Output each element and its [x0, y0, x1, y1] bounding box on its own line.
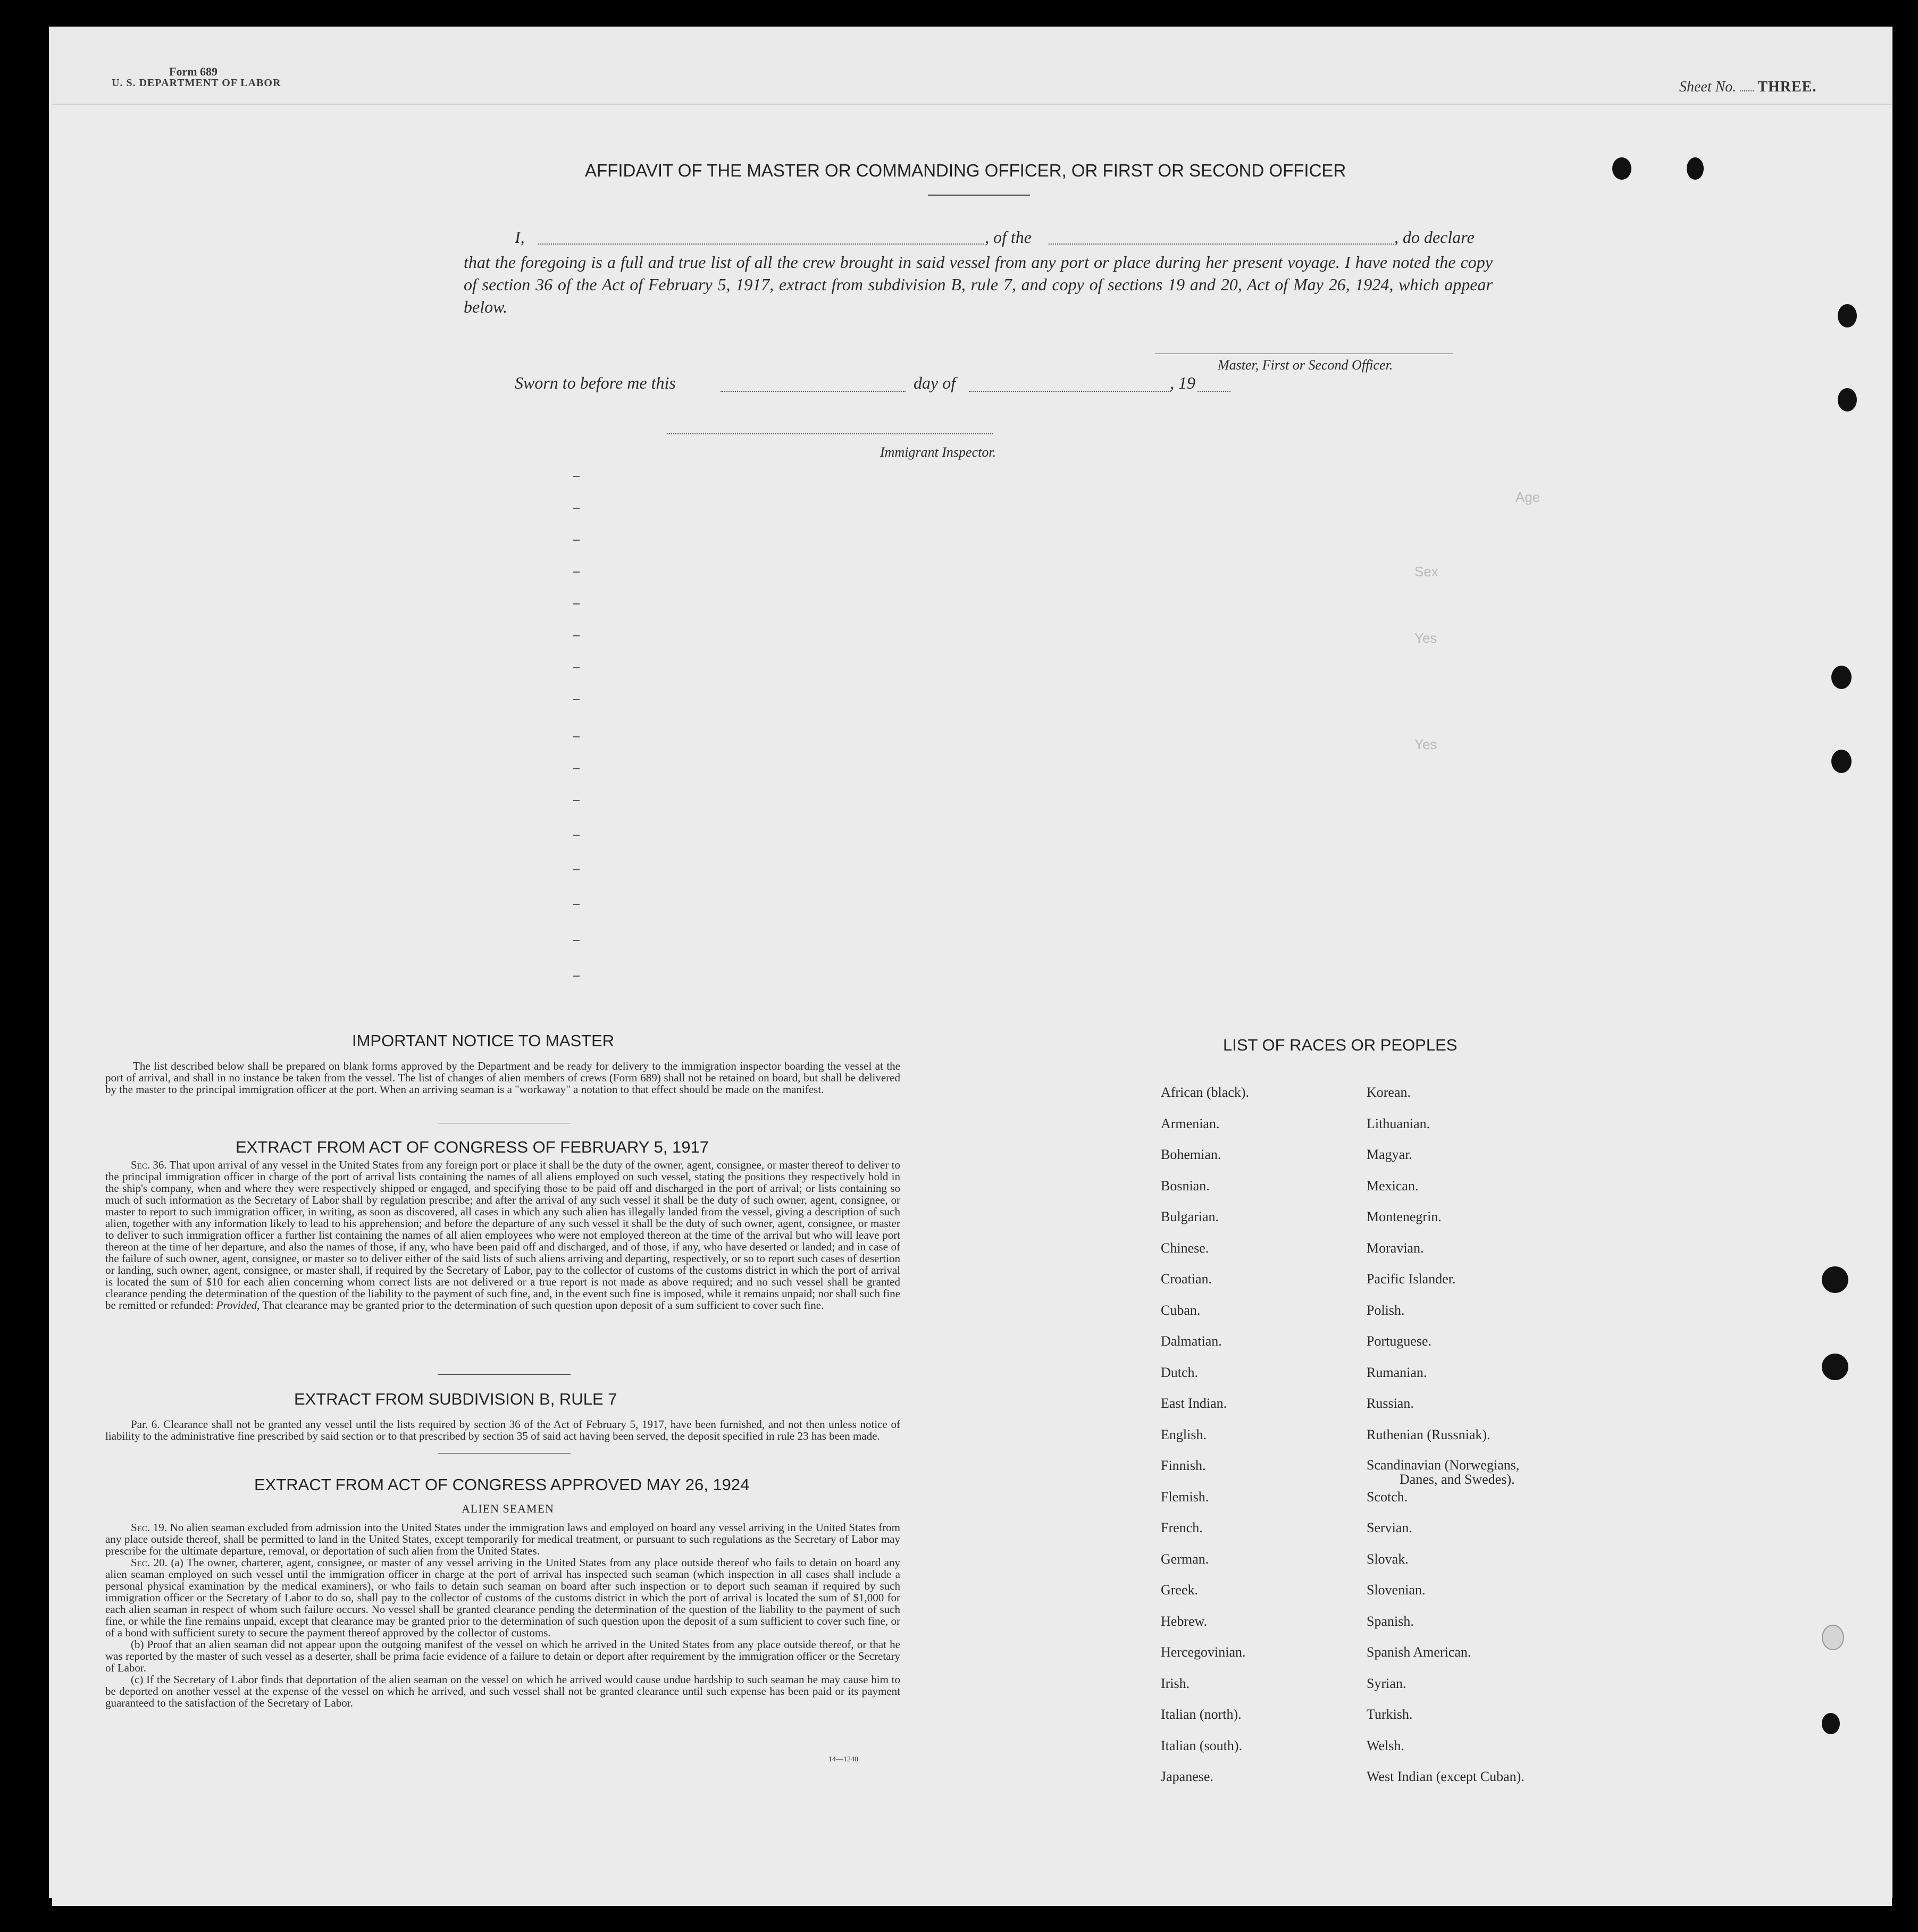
sheet-number-label: Sheet No. [1679, 79, 1737, 95]
race-item: Flemish. [1161, 1489, 1209, 1505]
race-item: East Indian. [1161, 1396, 1227, 1411]
race-item: Finnish. [1161, 1458, 1206, 1473]
affidavit-do-declare: , do declare [1394, 228, 1475, 247]
extract-1917-text [105, 1159, 900, 1311]
inspector-line [667, 433, 993, 434]
year-blank [1197, 391, 1230, 392]
affidavit-of-the: , of the [985, 228, 1032, 247]
row-tick [573, 476, 580, 477]
race-item: German. [1161, 1551, 1209, 1567]
row-tick [573, 800, 580, 801]
race-item: French. [1161, 1520, 1203, 1535]
race-item: Turkish. [1367, 1707, 1413, 1722]
binder-hole [1822, 1713, 1840, 1734]
extract-1917-title: EXTRACT FROM ACT OF CONGRESS OF FEBRUARY 5, 1917 [236, 1138, 709, 1156]
extract-1924-title: EXTRACT FROM ACT OF CONGRESS APPROVED MAY 26, 1924 [254, 1475, 750, 1494]
race-item: African (black). [1161, 1085, 1250, 1100]
bleed-text: Yes [1414, 736, 1437, 752]
sec-19-label: Sec. 19. [131, 1521, 167, 1534]
bleed-text: Sex [1414, 564, 1438, 579]
notice-text: The list described below shall be prepared on blank forms approved by the Department and be ready for delivery to the immigration inspector boarding the vessel at the port of arrival, and shall in no instance be taken from the vessel. The list of changes of alien members of crews (Form 689) shall not be retained on board, but shall be delivered by the master to the principal immigration officer at the port. When an arriving seaman is a "workaway" a notation to that effect should be made on the manifest. [105, 1060, 900, 1096]
row-tick [573, 540, 580, 541]
rule7-title: EXTRACT FROM SUBDIVISION B, RULE 7 [294, 1390, 617, 1408]
race-item: Pacific Islander. [1367, 1271, 1456, 1287]
provided-word: Provided, [216, 1299, 260, 1312]
race-item: Armenian. [1161, 1115, 1220, 1131]
name-blank [538, 243, 984, 245]
race-item: Scandinavian (Norwegians, [1367, 1457, 1520, 1473]
rule7-text: Par. 6. Clearance shall not be granted any vessel until the lists required by section 36 of the Act of February 5, 1917, have been furnished, and not then unless notice of liability to the administrative fine prescribed by said section or to that prescribed by section 35 of said act having been served, the deposit specified in rule 23 has been made. [105, 1418, 900, 1442]
sworn-month-blank [969, 391, 1171, 392]
sec-36-label: Sec. 36. [131, 1158, 167, 1171]
binder-hole [1612, 157, 1631, 180]
race-item: West Indian (except Cuban). [1367, 1769, 1525, 1784]
row-tick [573, 869, 580, 870]
binder-hole [1838, 388, 1857, 411]
race-item: Magyar. [1367, 1147, 1412, 1162]
race-item: Slovenian. [1367, 1582, 1426, 1598]
affidavit-declaration: that the foregoing is a full and true list of all the crew brought in said vessel from any port or place during her present voyage. I have noted the copy of section 36 of the Act of February 5, 1917, extract from subdivision B, rule 7, and copy of sections 19 and 20, Act of May 26, 1924, which appear below. [464, 253, 1493, 316]
race-item: Mexican. [1367, 1178, 1419, 1194]
race-item: Korean. [1367, 1085, 1411, 1100]
race-item: Bulgarian. [1161, 1209, 1219, 1224]
race-item: Dalmatian. [1161, 1333, 1222, 1349]
binder-hole [1822, 1625, 1844, 1650]
department-header: U. S. DEPARTMENT OF LABOR [112, 77, 281, 89]
row-tick [573, 736, 580, 737]
row-tick [573, 940, 580, 941]
sworn-label: Sworn to before me this [515, 373, 676, 392]
sec-19-paragraph [105, 1522, 900, 1557]
sec-20c-paragraph: (c) If the Secretary of Labor finds that deportation of the alien seaman on the vessel on which he arrived would cause undue hardship to such seaman he may cause him to be deported on another vessel at the expense of the vessel on which he arrived, and such vessel shall not be granted clearance until such expense has been paid or its payment guaranteed to the satisfaction of the Secretary of Labor. [105, 1673, 900, 1709]
print-code: 14—1240 [828, 1755, 858, 1763]
row-tick [573, 603, 580, 604]
race-item: Servian. [1367, 1520, 1412, 1535]
race-item: Rumanian. [1367, 1364, 1427, 1380]
race-item: Montenegrin. [1367, 1209, 1442, 1224]
race-item: Slovak. [1367, 1551, 1409, 1567]
race-item: Bohemian. [1161, 1147, 1221, 1162]
year-prefix: , 19 [1170, 373, 1195, 392]
binder-hole [1838, 304, 1857, 327]
affidavit-title: AFFIDAVIT OF THE MASTER OR COMMANDING OFFICER, OR FIRST OR SECOND OFFICER [585, 161, 1346, 180]
race-item: Chinese. [1161, 1240, 1209, 1256]
sec-20-label: Sec. 20. [131, 1556, 167, 1569]
row-tick [573, 572, 580, 573]
race-item-scandinavian [1367, 1458, 1525, 1489]
row-tick [573, 835, 580, 836]
races-left-column [1161, 1085, 1249, 1800]
row-tick [573, 635, 580, 636]
section-rule [438, 1453, 571, 1454]
affidavit-i: I, [515, 228, 525, 247]
race-item: Dutch. [1161, 1364, 1199, 1380]
sec-19-body: No alien seaman excluded from admission into the United States under the immigration laws and employed on board any vessel arriving in the United States from any place outside thereof, shall be permitted to land in the United States, except temporarily for medical treatment, or pursuant to such regulations as the Secretary of Labor may prescribe for the ultimate departure, removal, or deportation of such alien from the United States. [105, 1521, 900, 1557]
race-item: Hercegovinian. [1161, 1644, 1246, 1660]
race-item: Hebrew. [1161, 1613, 1208, 1629]
row-tick [573, 508, 580, 509]
race-item: Spanish American. [1367, 1644, 1471, 1660]
race-item: Cuban. [1161, 1302, 1201, 1318]
sec-20a-body: (a) The owner, charterer, agent, consignee, or master of any vessel arriving in the United States from any place outside thereof who fails to detain on board any alien seaman employed on such vessel until the immigration officer in charge at the port of arrival has inspected such seaman (which inspection in all cases shall include a personal physical examination by the medical examiners), or who fails to detain such seaman on board after such inspection or to deport such seaman if required by such immigration officer or the Secretary of Labor to do so, shall pay to the collector of customs of the customs district in which the port of arrival is located the sum of $1,000 for each alien seaman in respect of whom such failure occurs. No vessel shall be granted clearance pending the determination of the question of the liability to the payment of such fine, or while the fine remains unpaid, except that clearance may be granted prior to the determination of such question upon the deposit of a sum sufficient to cover such fine, or of a bond with sufficient surety to secure the payment thereof approved by the collector of customs. [105, 1556, 900, 1639]
race-item: Welsh. [1367, 1737, 1404, 1753]
sec-20b-paragraph: (b) Proof that an alien seaman did not appear upon the outgoing manifest of the vessel on which he arrived in the United States from any place outside thereof, or that he was reported by the master of such vessel as a deserter, shall be prima facie evidence of a failure to detain or deport after requirement by the immigration officer or the Secretary of Labor. [105, 1638, 900, 1674]
race-item: Japanese. [1161, 1769, 1213, 1784]
notice-title: IMPORTANT NOTICE TO MASTER [352, 1031, 615, 1050]
race-item: Ruthenian (Russniak). [1367, 1426, 1490, 1442]
race-item: Lithuanian. [1367, 1115, 1430, 1131]
row-tick [573, 667, 580, 668]
race-item: Syrian. [1367, 1675, 1406, 1691]
alien-seamen-subtitle: ALIEN SEAMEN [462, 1502, 554, 1515]
row-tick [573, 699, 580, 700]
race-item-cont: Danes, and Swedes). [1400, 1472, 1515, 1487]
races-right-column [1367, 1085, 1525, 1800]
race-item: Russian. [1367, 1396, 1414, 1411]
sworn-day-blank [721, 391, 906, 392]
title-rule [928, 195, 1030, 196]
races-title: LIST OF RACES OR PEOPLES [1223, 1036, 1458, 1054]
race-item: Italian (south). [1161, 1737, 1243, 1753]
sec-36-body: That upon arrival of any vessel in the United States from any foreign port or place it shall be the duty of the owner, agent, consignee, or master thereof to deliver to the principal immigration officer in charge of the port of arrival lists containing the names of all aliens employed on such vessel, stating the positions they respectively hold in the ship's company, when and where they were respectively shipped or engaged, and specifying those to be paid off and discharged in the port of arrival; or lists containing so much of such information as the Secretary of Labor shall by regulation prescribe; and after the arrival of any such vessel it shall be the duty of such owner, agent, consignee, or master to report to such immigration officer, in writing, as soon as discovered, all cases in which any such alien has illegally landed from the vessel, giving a description of such alien, together with any information likely to lead to his apprehension; and before the departure of any such vessel it shall be the duty of such owner, agent, consignee, or master to deliver to such immigration officer a further list containing the names of all alien employees who were not employed thereon at the time of the arrival but who will leave port thereon at the time of her departure, and also the names of those, if any, who have been paid off and discharged, and of those, if any, who have deserted or landed; and in case of the failure of such owner, agent, consignee, or master so to deliver either of the said lists of such aliens arriving and departing, respectively, or so to report such cases of desertion or landing, such owner, agent, consignee, or master shall, if required by the Secretary of Labor, pay to the collector of customs of the customs district in which the port of arrival is located the sum of $10 for each alien concerning whom correct lists are not delivered or a true report is not made as above required; and no such vessel shall be granted clearance pending the determination of the question of the liability to the payment of such fine, and, in the event such fine is imposed, while it remains unpaid; nor shall such fine be remitted or refunded: [105, 1158, 900, 1312]
race-item: Bosnian. [1161, 1178, 1210, 1194]
race-item: Spanish. [1367, 1613, 1414, 1629]
binder-hole [1831, 750, 1852, 773]
race-item: Portuguese. [1367, 1333, 1432, 1349]
row-tick [573, 976, 580, 977]
bleed-text: Yes [1414, 630, 1437, 646]
inspector-label: Immigrant Inspector. [880, 444, 996, 460]
race-item: Irish. [1161, 1675, 1190, 1691]
day-of-label: day of [914, 373, 956, 392]
race-item: Moravian. [1367, 1240, 1424, 1256]
sec-36-end: That clearance may be granted prior to the determination of such question upon deposit of a sum sufficient to cover such fine. [262, 1299, 824, 1312]
sheet-number [1679, 79, 1816, 96]
signature-label: Master, First or Second Officer. [1218, 357, 1393, 373]
race-item: English. [1161, 1426, 1207, 1442]
binder-hole [1822, 1266, 1848, 1293]
race-item: Croatian. [1161, 1271, 1212, 1287]
race-item: Greek. [1161, 1582, 1199, 1598]
row-tick [573, 768, 580, 769]
binder-hole [1687, 157, 1704, 180]
vessel-blank [1049, 243, 1394, 245]
sheet-number-value: THREE. [1757, 79, 1817, 95]
race-item: Scotch. [1367, 1489, 1408, 1505]
binder-hole [1822, 1354, 1848, 1380]
bleed-text: Age [1515, 489, 1540, 505]
sec-20a-paragraph [105, 1557, 900, 1639]
race-item: Polish. [1367, 1302, 1405, 1318]
race-item: Italian (north). [1161, 1707, 1242, 1722]
row-tick [573, 904, 580, 905]
extract-1924-text [105, 1522, 900, 1709]
binder-hole [1831, 666, 1852, 689]
section-rule [438, 1374, 571, 1375]
form-number: Form 689 [169, 65, 218, 78]
